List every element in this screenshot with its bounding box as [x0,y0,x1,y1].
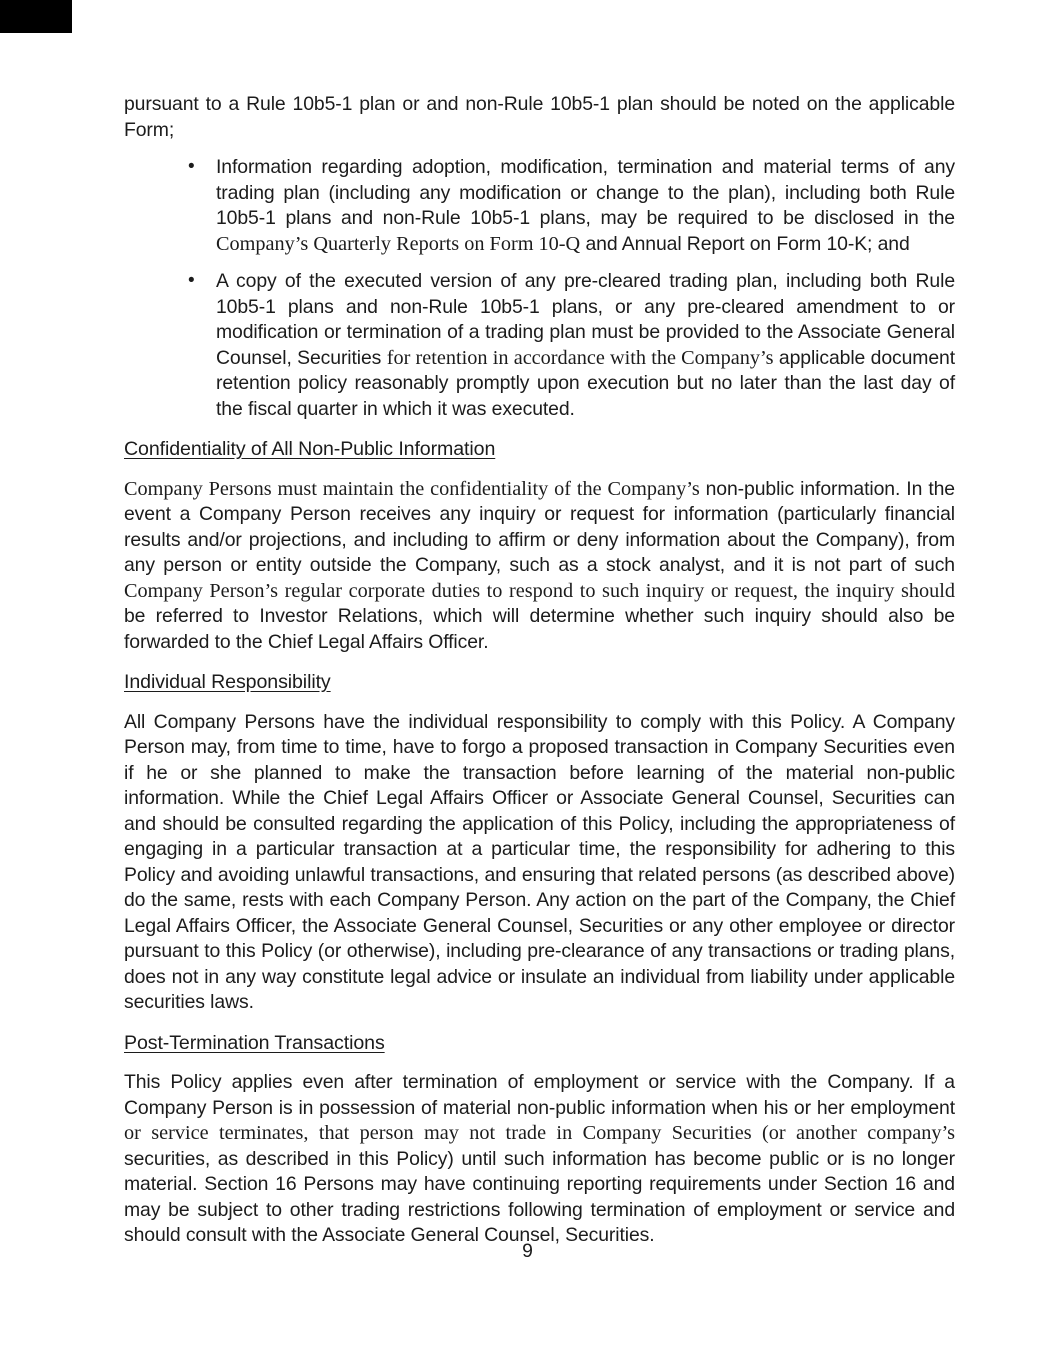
paragraph-segment: securities, as described in this Policy) until such information has become public or is no longer material. Section 16 Persons may have continuing reporting requirements under Section 16 and may be subject to other trading restrictions following termination of employment or service and should consult with the Associate General Counsel, Securities. [124,1147,955,1246]
bullet-icon: • [188,270,195,291]
page-number: 9 [522,1240,533,1262]
section-heading-confidentiality: Confidentiality of All Non-Public Information [124,438,496,460]
bullet-icon: • [188,156,195,177]
paragraph-post-termination [124,1070,955,1249]
bullet-text-serif: Company’s Quarterly Reports on Form 10-Q [216,232,581,255]
scan-artifact-mark [0,0,72,33]
bullet-text-serif: for retention in accordance with the Company’s [386,346,774,369]
paragraph-segment: be referred to Investor Relations, which will determine whether such inquiry should also be forwarded to the Chief Legal Affairs Officer. [124,605,955,653]
bullet-text [216,269,955,422]
paragraph-segment-serif: or service terminates, that person may not trade in Company Securities (or another company’s [124,1122,955,1144]
bullet-item-trading-plan-disclosure [188,155,955,257]
bullet-continuation-paragraph [124,92,955,143]
bullet-text-sans-end: and Annual Report on Form 10-K; and [580,232,910,255]
paragraph-segment-serif: Company Persons must maintain the confidentiality of the Company’s [124,477,706,500]
bullet-text [216,155,955,257]
document-body [124,92,955,1249]
paragraph-segment: non-public information. In the event a Company Person receives any inquiry or request for information (particularly financial results and/or projections, and including to affirm or deny information about the Company), from any person or entity outside the Company, such as a stock analyst, and it is not part of such [124,477,955,576]
bullet-text-sans: A copy of the executed version of any pre-cleared trading plan, including both Rule 10b5-1 plans and non-Rule 10b5-1 plans, or any pre-cleared amendment to or modification or termination of a trading plan must be provided to the Associate General Counsel, Securities [216,270,955,369]
paragraph-individual-responsibility [124,710,955,1016]
paragraph-segment: This Policy applies even after termination of employment or service with the Company. If a Company Person is in possession of material non-public information when his or her employment [124,1071,955,1119]
bullet-text-sans: Information regarding adoption, modification, termination and material terms of any trading plan (including any modification or change to the plan), including both Rule 10b5-1 plans and non-Rule 10b5-1 plans, may be required to be disclosed in the [216,156,955,229]
paragraph-segment-serif: Company Person’s regular corporate duties to respond to such inquiry or request, the inquiry should [124,579,955,602]
bullet-text-sans-end: applicable document retention policy reasonably promptly upon execution but no later than the last day of the fiscal quarter in which it was executed. [216,346,956,420]
section-heading-post-termination: Post-Termination Transactions [124,1031,385,1054]
paragraph-confidentiality [124,477,955,656]
paragraph-segment: All Company Persons have the individual responsibility to comply with this Policy. A Company Person may, from time to time, have to forgo a proposed transaction in Company Securities even if he or she planned to make the transaction before learning of the material non-public information. While the Chief Legal Affairs Officer or Associate General Counsel, Securities can and should be consulted regarding the application of this Policy, including the appropriateness of engaging in a particular transaction at a particular time, the responsibility for adhering to this Policy and avoiding unlawful transactions, and ensuring that related persons (as described above) do the same, rests with each Company Person. Any action on the part of the Company, the Chief Legal Affairs Officer, the Associate General Counsel, Securities or any other employee or director pursuant to this Policy (or otherwise), including pre-clearance of any transactions or trading plans, does not in any way constitute legal advice or insulate an individual from liability under applicable securities laws. [124,710,955,1013]
section-heading-individual-responsibility: Individual Responsibility [124,671,331,693]
bullet-item-executed-plan-copy [188,269,956,422]
continuation-text: pursuant to a Rule 10b5-1 plan or and non-Rule 10b5-1 plan should be noted on the applicable Form; [124,93,955,141]
